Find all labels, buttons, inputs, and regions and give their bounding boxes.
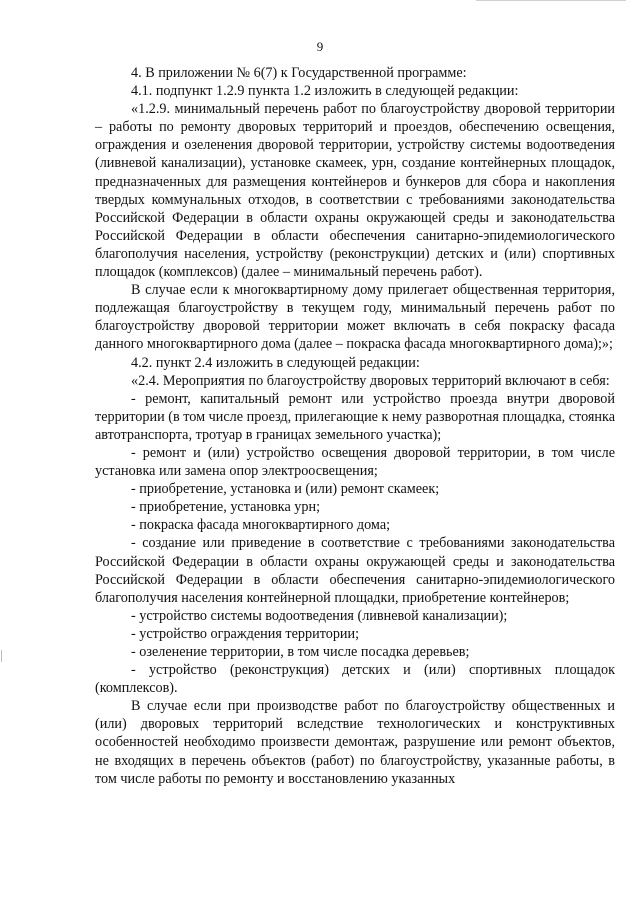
paragraph: В случае если к многоквартирному дому прилегает общественная территория, подлежащая благоустройству в текущем году, минимальный перечень работ по благоустройству дворовой территории может включать в себя покраску фасада данного многоквартирного дома (далее – покраска фасада многоквартирного дома);»;	[95, 282, 615, 353]
list-item: - ремонт и (или) устройство освещения дворовой территории, в том числе установка или замена опор электроосвещения;	[95, 444, 615, 480]
list-item: - создание или приведение в соответствие с требованиями законодательства Российской Федерации в области охраны окружающей среды и законодательства Российской Федерации в области обеспечения санитарно-эпидемиологического благополучия населения контейнерной площадки, приобретение контейнеров;	[95, 535, 615, 606]
paragraph: «2.4. Мероприятия по благоустройству дворовых территорий включают в себя:	[131, 372, 610, 389]
list-item: - приобретение, установка и (или) ремонт скамеек;	[131, 481, 440, 498]
scan-artifact	[1, 650, 2, 662]
list-item: - устройство ограждения территории;	[131, 625, 360, 642]
list-item: - устройство системы водоотведения (ливневой канализации);	[131, 607, 508, 624]
page-number: 9	[316, 39, 324, 54]
list-item: - покраска фасада многоквартирного дома;	[131, 517, 391, 534]
paragraph: В случае если при производстве работ по благоустройству общественных и (или) дворовых территорий вследствие технологических и конструктивных особенностей необходимо произвести демонтаж, разрушение или ремонт объектов, не входящих в перечень объектов (работ) по благоустройству, указанные работы, в том числе работы по ремонту и восстановлению указанных	[95, 698, 615, 787]
scan-artifact	[476, 0, 626, 1]
document-body	[95, 64, 615, 788]
list-item: - озеленение территории, в том числе посадка деревьев;	[131, 644, 470, 660]
paragraph: 4.2. пункт 2.4 изложить в следующей редакции:	[131, 354, 420, 371]
list-item: - устройство (реконструкция) детских и (или) спортивных площадок (комплексов).	[95, 662, 615, 697]
paragraph: 4.1. подпункт 1.2.9 пункта 1.2 изложить в следующей редакции:	[131, 83, 519, 100]
paragraph: «1.2.9. минимальный перечень работ по благоустройству дворовой территории – работы по ремонту дворовых территорий и проездов, обеспечению освещения, ограждения и озеленения дворовой территории, устройству системы водоотведения (ливневой канализации), установке скамеек, урн, создание контейнерных площадок, предназначенных для размещения контейнеров и бункеров для сбора и накопления твердых коммунальных отходов, в соответствии с требованиями законодательства Российской Федерации в области охраны окружающей среды и законодательства Российской Федерации в области обеспечения санитарно-эпидемиологического благополучия населения, устройству (реконструкции) детских и (или) спортивных площадок (комплексов) (далее – минимальный перечень работ).	[95, 101, 615, 281]
list-item: - ремонт, капитальный ремонт или устройство проезда внутри дворовой территории (в том числе проезд, прилегающие к нему разворотная площадка, стоянка автотранспорта, тротуар в границах земельного участка);	[95, 390, 615, 443]
list-item: - приобретение, установка урн;	[131, 499, 321, 516]
paragraph: 4. В приложении № 6(7) к Государственной программе:	[131, 65, 467, 81]
